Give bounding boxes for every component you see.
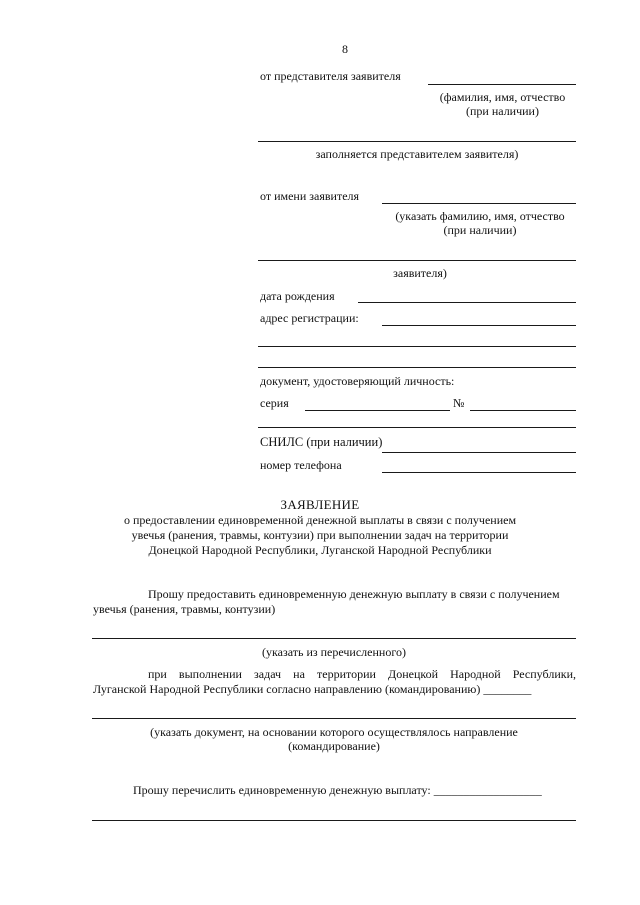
fio-hint-line-1: (фамилия, имя, отчество: [439, 90, 566, 104]
number-line[interactable]: [470, 410, 576, 411]
filled-by-representative-hint: заполняется представителем заявителя): [315, 147, 519, 161]
phone-label: номер телефона: [260, 458, 342, 472]
phone-line[interactable]: [382, 472, 576, 473]
id-document-label: документ, удостоверяющий личность:: [260, 374, 455, 388]
representative-fullname-line[interactable]: [258, 141, 576, 142]
address-line-1[interactable]: [382, 325, 576, 326]
applicant-fullname-line[interactable]: [258, 260, 576, 261]
referral-document-hint-1: (указать документ, на основании которого осуществлялось направление: [150, 725, 518, 739]
birth-date-label: дата рождения: [260, 289, 335, 303]
payment-request-line: Прошу перечислить единовременную денежную выплату: __________________: [133, 783, 542, 797]
heading-subtitle-line-1: о предоставлении единовременной денежной выплаты в связи с получением: [123, 513, 517, 527]
series-line[interactable]: [305, 410, 450, 411]
address-label: адрес регистрации:: [260, 311, 359, 325]
applicant-hint-line-1: (указать фамилию, имя, отчество: [395, 209, 565, 223]
heading-subtitle-line-2: увечья (ранения, травмы, контузии) при выполнении задач на территории: [131, 528, 509, 542]
birth-date-line[interactable]: [358, 302, 576, 303]
referral-document-hint-2: (командирование): [288, 739, 380, 753]
applicant-suffix: заявителя): [393, 266, 447, 280]
fio-hint-line-2: (при наличии): [466, 104, 539, 118]
applicant-name-line[interactable]: [382, 203, 576, 204]
payment-details-line[interactable]: [92, 820, 576, 821]
heading-subtitle-line-3: Донецкой Народной Республики, Луганской Народной Республики: [148, 543, 492, 557]
tasks-paragraph-line-2: Луганской Народной Республики согласно направлению (командированию) ________: [93, 682, 532, 696]
representative-name-line[interactable]: [428, 84, 576, 85]
number-sign: №: [453, 396, 465, 410]
address-line-3[interactable]: [258, 367, 576, 368]
snils-line[interactable]: [382, 452, 576, 453]
snils-label: СНИЛС (при наличии): [260, 435, 383, 449]
document-heading: ЗАЯВЛЕНИЕ: [280, 497, 360, 512]
tasks-paragraph-line-1: при выполнении задач на территории Донецкой Народной Республики,: [148, 667, 576, 681]
from-representative-label: от представителя заявителя: [260, 69, 401, 83]
choose-from-list-hint: (указать из перечисленного): [262, 645, 406, 659]
request-paragraph-line-1: Прошу предоставить единовременную денежную выплату в связи с получением: [148, 587, 560, 601]
referral-document-line[interactable]: [92, 718, 576, 719]
series-label: серия: [260, 396, 289, 410]
injury-type-line[interactable]: [92, 638, 576, 639]
request-paragraph-line-2: увечья (ранения, травмы, контузии): [93, 602, 276, 616]
on-behalf-label: от имени заявителя: [260, 189, 360, 203]
address-line-2[interactable]: [258, 346, 576, 347]
page-number: 8: [342, 42, 348, 56]
applicant-hint-line-2: (при наличии): [443, 223, 517, 237]
id-extra-line[interactable]: [258, 427, 576, 428]
